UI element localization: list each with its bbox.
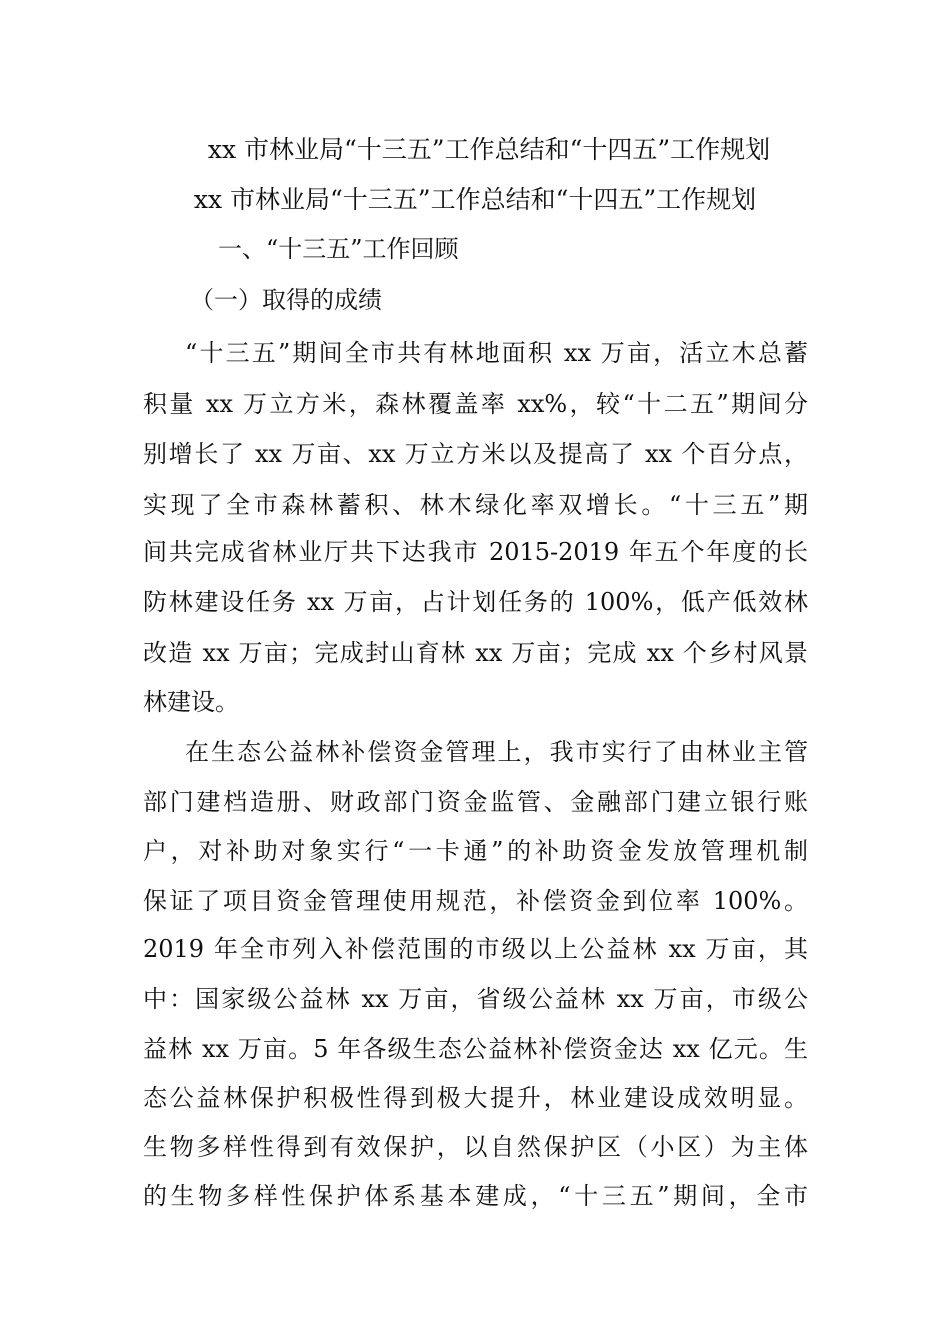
paragraph-1-line: 别增长了 xx 万亩、xx 万立方米以及提高了 xx 个百分点，: [143, 440, 808, 468]
subsection-heading: （一）取得的成绩: [190, 286, 382, 314]
paragraph-1-line: 林建设。: [143, 688, 239, 716]
paragraph-1-line: 积量 xx 万立方米，森林覆盖率 xx%，较“十二五”期间分: [143, 390, 808, 418]
paragraph-1-line: 防林建设任务 xx 万亩，占计划任务的 100%，低产低效林: [143, 588, 808, 616]
paragraph-2-line: 保证了项目资金管理使用规范，补偿资金到位率 100%。: [143, 887, 808, 915]
paragraph-2-line: 的生物多样性保护体系基本建成，“十三五”期间，全市: [143, 1182, 808, 1210]
paragraph-1-line: 实现了全市森林蓄积、林木绿化率双增长。“十三五”期: [143, 491, 808, 519]
document-title: xx 市林业局“十三五”工作总结和“十四五”工作规划: [207, 135, 771, 164]
paragraph-2-line: 态公益林保护积极性得到极大提升，林业建设成效明显。: [143, 1084, 808, 1112]
section-heading: 一、“十三五”工作回顾: [218, 235, 459, 263]
paragraph-2-line: 部门建档造册、财政部门资金监管、金融部门建立银行账: [143, 788, 808, 816]
paragraph-2-line: 中：国家级公益林 xx 万亩，省级公益林 xx 万亩，市级公: [143, 985, 808, 1013]
paragraph-2-line: 生物多样性得到有效保护，以自然保护区（小区）为主体: [143, 1133, 808, 1161]
paragraph-1-line: 改造 xx 万亩；完成封山育林 xx 万亩；完成 xx 个乡村风景: [143, 639, 808, 667]
paragraph-2-line: 在生态公益林补偿资金管理上，我市实行了由林业主管: [185, 738, 808, 766]
paragraph-2-line: 2019 年全市列入补偿范围的市级以上公益林 xx 万亩，其: [143, 935, 808, 963]
paragraph-2-line: 户，对补助对象实行“一卡通”的补助资金发放管理机制: [143, 837, 808, 865]
paragraph-1-line: “十三五”期间全市共有林地面积 xx 万亩，活立木总蓄: [185, 339, 808, 367]
paragraph-1-line: 间共完成省林业厅共下达我市 2015-2019 年五个年度的长: [143, 538, 808, 566]
document-title-repeat: xx 市林业局“十三五”工作总结和“十四五”工作规划: [193, 185, 757, 214]
paragraph-2-line: 益林 xx 万亩。5 年各级生态公益林补偿资金达 xx 亿元。生: [143, 1035, 808, 1063]
